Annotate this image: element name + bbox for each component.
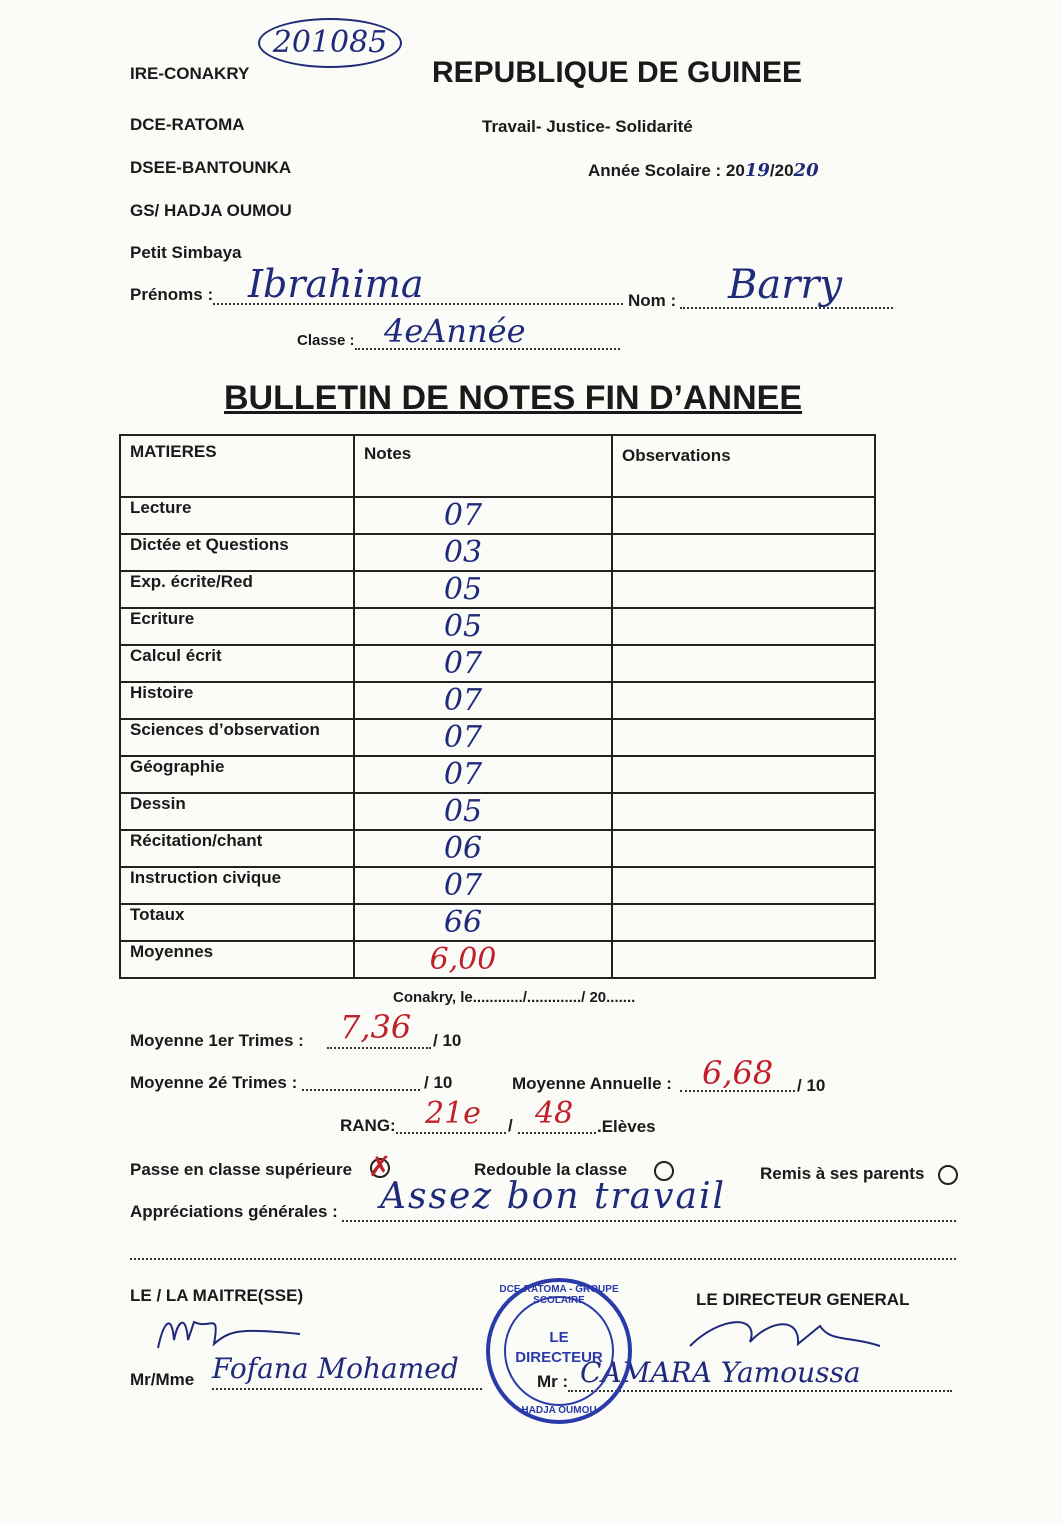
table-row	[120, 645, 875, 682]
table-row-moyennes	[120, 941, 875, 978]
school-year-end: 20	[793, 160, 819, 181]
note-cell: 07	[354, 497, 612, 534]
directeur-label: LE DIRECTEUR GENERAL	[696, 1290, 910, 1309]
note-cell: 05	[354, 793, 612, 830]
grades-table	[119, 434, 876, 979]
header-line-dce: DCE-RATOMA	[130, 115, 245, 134]
header-line-gs: GS/ HADJA OUMOU	[130, 201, 292, 220]
header-observations: Observations	[612, 435, 875, 497]
subject-cell: Géographie	[120, 756, 354, 793]
subject-cell: Sciences d’observation	[120, 719, 354, 756]
date-line: Conakry, le............/............./ 20.......	[393, 989, 636, 1006]
table-row	[120, 682, 875, 719]
prenoms-value: Ibrahima	[248, 262, 424, 306]
observation-cell	[612, 719, 875, 756]
redouble-label: Redouble la classe	[474, 1160, 628, 1179]
observation-cell	[612, 793, 875, 830]
note-cell: 06	[354, 830, 612, 867]
moyenne-annuelle-value: 6,68	[702, 1054, 774, 1092]
nom-value: Barry	[728, 262, 843, 308]
table-row	[120, 756, 875, 793]
rang-total: 48	[535, 1096, 574, 1131]
subject-cell: Totaux	[120, 904, 354, 941]
stamp-center-line-2: DIRECTEUR	[515, 1349, 603, 1366]
header-line-ire: IRE-CONAKRY	[130, 64, 250, 83]
observation-cell	[612, 904, 875, 941]
observation-cell	[612, 571, 875, 608]
table-row	[120, 497, 875, 534]
mr-right-name: CAMARA Yamoussa	[580, 1356, 861, 1389]
subject-cell: Lecture	[120, 497, 354, 534]
moyenne-t1-value: 7,36	[340, 1008, 412, 1046]
moyenne-t1-line	[327, 1047, 431, 1049]
school-year-label: Année Scolaire : 20	[588, 161, 745, 180]
mr-right-line	[568, 1390, 952, 1392]
moyenne-t1-suffix: / 10	[433, 1031, 462, 1050]
school-year	[588, 160, 819, 181]
rang-slash: /	[508, 1116, 513, 1135]
country-title: REPUBLIQUE DE GUINEE	[432, 56, 803, 89]
maitre-signature	[150, 1300, 310, 1360]
subject-cell: Moyennes	[120, 941, 354, 978]
observation-cell	[612, 830, 875, 867]
observation-cell	[612, 941, 875, 978]
table-row	[120, 534, 875, 571]
table-row	[120, 867, 875, 904]
appreciation-line-2	[130, 1258, 956, 1260]
school-year-sep: /20	[769, 161, 794, 180]
moyenne-annuelle-label: Moyenne Annuelle :	[512, 1074, 672, 1093]
moyenne-t1-label: Moyenne 1er Trimes :	[130, 1031, 304, 1050]
header-matieres: MATIERES	[120, 435, 354, 497]
subject-cell: Récitation/chant	[120, 830, 354, 867]
note-cell: 05	[354, 571, 612, 608]
subject-cell: Exp. écrite/Red	[120, 571, 354, 608]
bulletin-title: BULLETIN DE NOTES FIN D’ANNEE	[224, 379, 803, 417]
moyenne-t2-label: Moyenne 2é Trimes :	[130, 1073, 298, 1092]
note-cell: 05	[354, 608, 612, 645]
maitre-label: LE / LA MAITRE(SSE)	[130, 1286, 304, 1305]
mr-right-label: Mr :	[537, 1372, 569, 1391]
subject-cell: Dessin	[120, 793, 354, 830]
mr-left-name: Fofana Mohamed	[212, 1352, 459, 1385]
moyenne-t2-suffix: / 10	[424, 1073, 453, 1092]
appreciation-value: Assez bon travail	[380, 1176, 726, 1217]
remis-radio[interactable]	[938, 1165, 958, 1190]
note-cell: 07	[354, 645, 612, 682]
classe-value: 4eAnnée	[384, 312, 526, 350]
subject-cell: Ecriture	[120, 608, 354, 645]
observation-cell	[612, 497, 875, 534]
rang-line-2	[518, 1132, 596, 1134]
header-line-dsee: DSEE-BANTOUNKA	[130, 158, 292, 177]
passe-label: Passe en classe supérieure	[130, 1160, 353, 1179]
appreciation-label: Appréciations générales :	[130, 1202, 338, 1221]
motto: Travail- Justice- Solidarité	[482, 117, 693, 136]
moyenne-t2-line	[302, 1089, 420, 1091]
subject-cell: Dictée et Questions	[120, 534, 354, 571]
table-row	[120, 793, 875, 830]
note-cell: 07	[354, 756, 612, 793]
mr-left-label: Mr/Mme	[130, 1370, 195, 1389]
observation-cell	[612, 608, 875, 645]
prenoms-label: Prénoms :	[130, 285, 214, 304]
note-cell: 6,00	[354, 941, 612, 978]
moyenne-annuelle-suffix: / 10	[797, 1076, 826, 1095]
table-row	[120, 571, 875, 608]
remis-radio-circle	[938, 1165, 958, 1185]
serial-number: 201085	[258, 18, 402, 68]
table-header-row	[120, 435, 875, 497]
table-row-totaux	[120, 904, 875, 941]
note-cell: 07	[354, 719, 612, 756]
school-year-start: 19	[744, 160, 770, 181]
subject-cell: Instruction civique	[120, 867, 354, 904]
observation-cell	[612, 682, 875, 719]
mr-left-line	[212, 1388, 482, 1390]
classe-label: Classe :	[297, 332, 355, 349]
observation-cell	[612, 645, 875, 682]
header-line-location: Petit Simbaya	[130, 243, 242, 262]
school-stamp	[486, 1278, 632, 1424]
nom-label: Nom :	[628, 291, 677, 310]
rang-value: 21e	[425, 1096, 481, 1131]
observation-cell	[612, 534, 875, 571]
observation-cell	[612, 867, 875, 904]
table-row	[120, 719, 875, 756]
table-row	[120, 608, 875, 645]
subject-cell: Histoire	[120, 682, 354, 719]
stamp-center	[490, 1328, 628, 1368]
rang-suffix: .Elèves	[597, 1117, 656, 1136]
stamp-bottom-text: HADJA OUMOU	[521, 1405, 597, 1416]
note-cell: 07	[354, 682, 612, 719]
table-row	[120, 830, 875, 867]
note-cell: 66	[354, 904, 612, 941]
rang-label: RANG:	[340, 1116, 396, 1135]
note-cell: 03	[354, 534, 612, 571]
stamp-top-text: DCE-RATOMA - GROUPE SCOLAIRE	[499, 1284, 619, 1306]
note-cell: 07	[354, 867, 612, 904]
rang-line-1	[396, 1132, 506, 1134]
appreciation-line-1	[342, 1220, 956, 1222]
header-notes: Notes	[354, 435, 612, 497]
passe-check-mark: ✗	[368, 1150, 392, 1183]
observation-cell	[612, 756, 875, 793]
subject-cell: Calcul écrit	[120, 645, 354, 682]
remis-label: Remis à ses parents	[760, 1164, 925, 1183]
stamp-center-line-1: LE	[549, 1329, 569, 1346]
